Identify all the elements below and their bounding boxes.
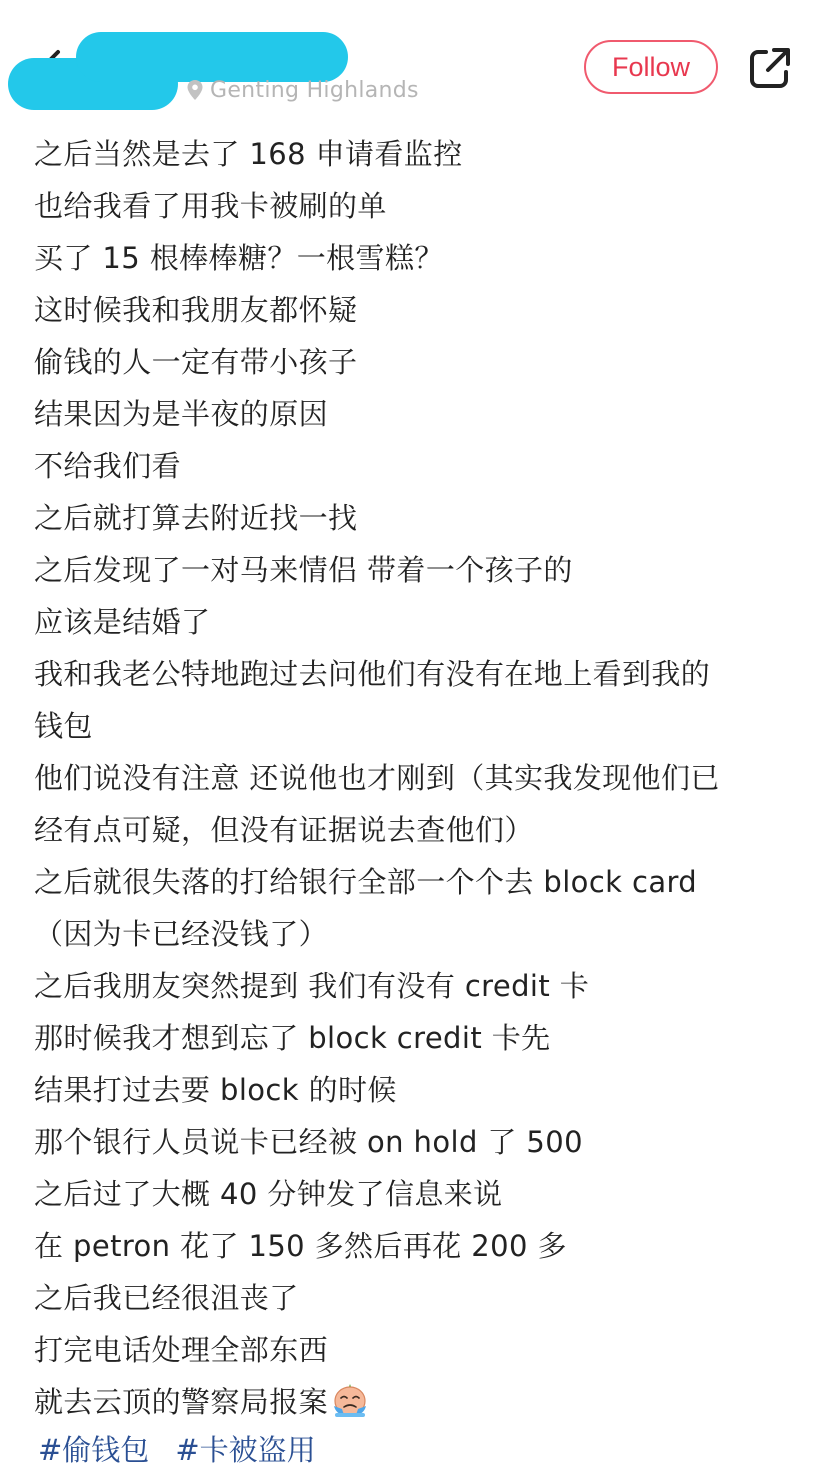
redacted-username	[76, 32, 348, 82]
post-line: 他们说没有注意 还说他也才刚到（其实我发现他们已	[34, 761, 720, 795]
post-line: 经有点可疑，但没有证据说去查他们）	[34, 813, 534, 847]
post-line: 我和我老公特地跑过去问他们有没有在地上看到我的	[34, 657, 711, 691]
post-line: （因为卡已经没钱了）	[34, 917, 329, 951]
post-line: 偷钱的人一定有带小孩子	[34, 345, 358, 379]
post-line: 钱包	[34, 709, 93, 743]
post-line: 也给我看了用我卡被刷的单	[34, 189, 387, 223]
location-tag[interactable]	[186, 76, 419, 104]
post-line: 不给我们看	[34, 449, 182, 483]
post-line: 之后就打算去附近找一找	[34, 501, 358, 535]
share-icon[interactable]	[746, 44, 794, 92]
hashtag-list	[38, 1426, 316, 1474]
post-line: 这时候我和我朋友都怀疑	[34, 293, 358, 327]
post-line: 结果因为是半夜的原因	[34, 397, 329, 431]
post-line: 之后就很失落的打给银行全部一个个去 block card	[34, 865, 698, 899]
post-line: 在 petron 花了 150 多然后再花 200 多	[34, 1229, 567, 1263]
location-pin-icon	[186, 79, 204, 101]
post-line: 之后发现了一对马来情侣 带着一个孩子的	[34, 553, 573, 587]
hashtag-link[interactable]: #卡被盗用	[175, 1433, 316, 1467]
crying-face-emoji-icon	[330, 1382, 370, 1434]
post-line: 之后我朋友突然提到 我们有没有 credit 卡	[34, 969, 590, 1003]
post-line: 应该是结婚了	[34, 605, 211, 639]
follow-button[interactable]: Follow	[584, 40, 718, 94]
post-line: 打完电话处理全部东西	[34, 1333, 329, 1367]
location-label: Genting Highlands	[210, 77, 419, 103]
post-line: 之后我已经很沮丧了	[34, 1281, 299, 1315]
post-line: 之后过了大概 40 分钟发了信息来说	[34, 1177, 503, 1211]
post-header	[0, 0, 828, 120]
hashtag-link[interactable]: #偷钱包	[38, 1433, 150, 1467]
post-line-text: 就去云顶的警察局报案	[34, 1385, 329, 1419]
post-line: 结果打过去要 block 的时候	[34, 1073, 397, 1107]
post-line: 买了 15 根棒棒糖？一根雪糕？	[34, 241, 444, 275]
post-body	[34, 128, 804, 1434]
post-line: 之后当然是去了 168 申请看监控	[34, 137, 463, 171]
post-line: 那时候我才想到忘了 block credit 卡先	[34, 1021, 551, 1055]
post-line: 那个银行人员说卡已经被 on hold 了 500	[34, 1125, 583, 1159]
